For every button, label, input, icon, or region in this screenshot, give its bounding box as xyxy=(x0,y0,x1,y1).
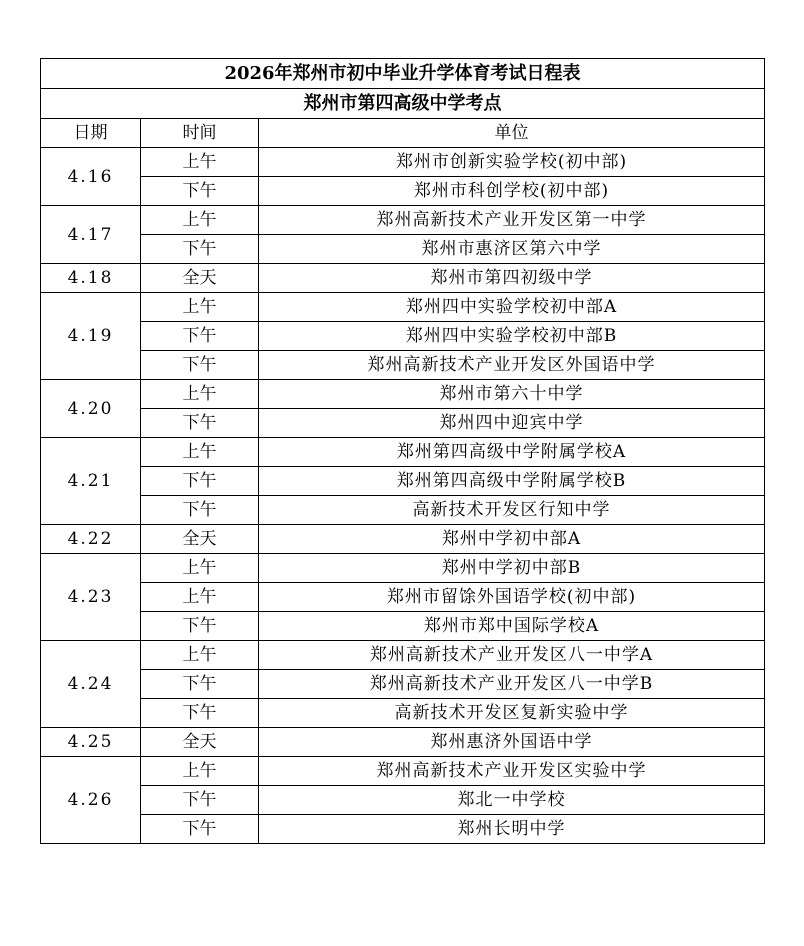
header-date: 日期 xyxy=(41,119,141,148)
time-cell: 下午 xyxy=(141,467,259,496)
unit-cell: 郑州长明中学 xyxy=(259,815,765,844)
unit-cell: 郑州四中实验学校初中部A xyxy=(259,293,765,322)
time-cell: 下午 xyxy=(141,699,259,728)
table-row xyxy=(41,496,765,525)
date-cell: 4.24 xyxy=(41,641,141,728)
date-cell: 4.26 xyxy=(41,757,141,844)
header-unit: 单位 xyxy=(259,119,765,148)
unit-cell: 郑州市第四初级中学 xyxy=(259,264,765,293)
time-cell: 上午 xyxy=(141,293,259,322)
time-cell: 全天 xyxy=(141,264,259,293)
table-row xyxy=(41,206,765,235)
table-row xyxy=(41,757,765,786)
table-row xyxy=(41,525,765,554)
date-cell: 4.23 xyxy=(41,554,141,641)
unit-cell: 郑州中学初中部A xyxy=(259,525,765,554)
unit-cell: 郑州市创新实验学校(初中部) xyxy=(259,148,765,177)
unit-cell: 郑州惠济外国语中学 xyxy=(259,728,765,757)
table-row xyxy=(41,235,765,264)
unit-cell: 郑州高新技术产业开发区八一中学B xyxy=(259,670,765,699)
unit-cell: 郑州第四高级中学附属学校A xyxy=(259,438,765,467)
date-cell: 4.21 xyxy=(41,438,141,525)
unit-cell: 郑州高新技术产业开发区实验中学 xyxy=(259,757,765,786)
table-row xyxy=(41,815,765,844)
table-row xyxy=(41,409,765,438)
time-cell: 下午 xyxy=(141,670,259,699)
table-row xyxy=(41,641,765,670)
table-row xyxy=(41,148,765,177)
time-cell: 上午 xyxy=(141,206,259,235)
table-row xyxy=(41,728,765,757)
date-cell: 4.17 xyxy=(41,206,141,264)
table-row xyxy=(41,612,765,641)
unit-cell: 郑州高新技术产业开发区外国语中学 xyxy=(259,351,765,380)
unit-cell: 郑州市第六十中学 xyxy=(259,380,765,409)
time-cell: 上午 xyxy=(141,438,259,467)
time-cell: 下午 xyxy=(141,177,259,206)
unit-cell: 郑北一中学校 xyxy=(259,786,765,815)
table-row xyxy=(41,293,765,322)
time-cell: 上午 xyxy=(141,554,259,583)
date-cell: 4.16 xyxy=(41,148,141,206)
table-row xyxy=(41,351,765,380)
unit-cell: 郑州高新技术产业开发区八一中学A xyxy=(259,641,765,670)
time-cell: 下午 xyxy=(141,815,259,844)
table-row xyxy=(41,322,765,351)
unit-cell: 郑州四中实验学校初中部B xyxy=(259,322,765,351)
time-cell: 下午 xyxy=(141,409,259,438)
time-cell: 全天 xyxy=(141,525,259,554)
date-cell: 4.22 xyxy=(41,525,141,554)
table-row xyxy=(41,554,765,583)
time-cell: 上午 xyxy=(141,380,259,409)
table-head xyxy=(41,59,765,148)
time-cell: 上午 xyxy=(141,148,259,177)
unit-cell: 郑州市惠济区第六中学 xyxy=(259,235,765,264)
unit-cell: 郑州中学初中部B xyxy=(259,554,765,583)
date-cell: 4.20 xyxy=(41,380,141,438)
header-row xyxy=(41,119,765,148)
time-cell: 下午 xyxy=(141,235,259,264)
table-title: 2026年郑州市初中毕业升学体育考试日程表 xyxy=(41,59,765,89)
time-cell: 下午 xyxy=(141,786,259,815)
table-row xyxy=(41,177,765,206)
unit-cell: 郑州第四高级中学附属学校B xyxy=(259,467,765,496)
table-row xyxy=(41,699,765,728)
table-row xyxy=(41,264,765,293)
table-row xyxy=(41,438,765,467)
header-time: 时间 xyxy=(141,119,259,148)
table-row xyxy=(41,467,765,496)
unit-cell: 郑州高新技术产业开发区第一中学 xyxy=(259,206,765,235)
time-cell: 下午 xyxy=(141,322,259,351)
table-row xyxy=(41,380,765,409)
title-row xyxy=(41,59,765,89)
unit-cell: 高新技术开发区行知中学 xyxy=(259,496,765,525)
schedule-body xyxy=(41,148,765,844)
date-cell: 4.25 xyxy=(41,728,141,757)
time-cell: 全天 xyxy=(141,728,259,757)
exam-site-name: 郑州市第四高级中学考点 xyxy=(41,89,765,119)
date-cell: 4.19 xyxy=(41,293,141,380)
time-cell: 下午 xyxy=(141,351,259,380)
table-row xyxy=(41,670,765,699)
exam-schedule-table xyxy=(40,58,765,844)
subtitle-row xyxy=(41,89,765,119)
time-cell: 下午 xyxy=(141,612,259,641)
time-cell: 上午 xyxy=(141,583,259,612)
table-row xyxy=(41,786,765,815)
unit-cell: 郑州市留馀外国语学校(初中部) xyxy=(259,583,765,612)
unit-cell: 高新技术开发区复新实验中学 xyxy=(259,699,765,728)
time-cell: 下午 xyxy=(141,496,259,525)
table-row xyxy=(41,583,765,612)
date-cell: 4.18 xyxy=(41,264,141,293)
time-cell: 上午 xyxy=(141,757,259,786)
unit-cell: 郑州市郑中国际学校A xyxy=(259,612,765,641)
unit-cell: 郑州市科创学校(初中部) xyxy=(259,177,765,206)
unit-cell: 郑州四中迎宾中学 xyxy=(259,409,765,438)
time-cell: 上午 xyxy=(141,641,259,670)
